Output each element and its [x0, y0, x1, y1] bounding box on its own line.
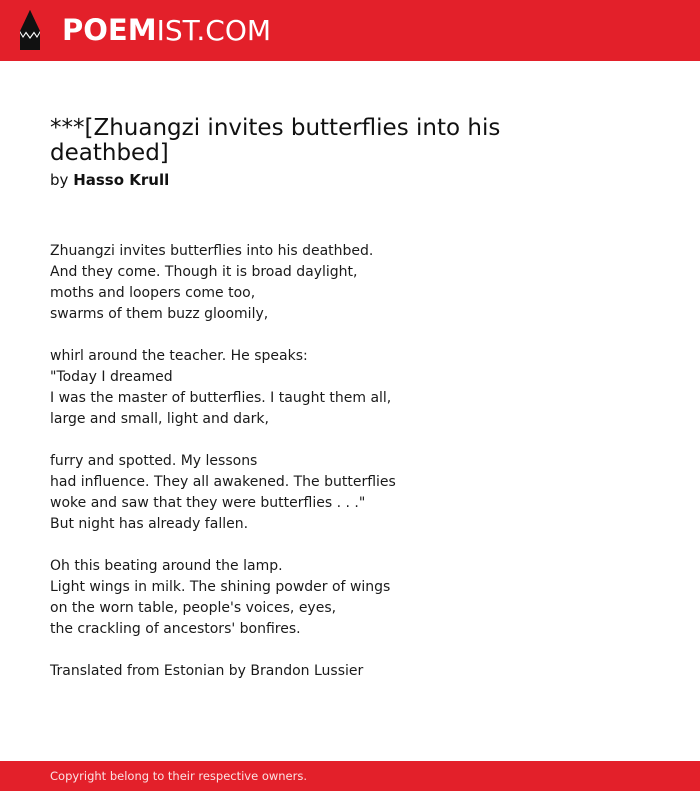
logo-light-text: IST.COM — [156, 14, 272, 47]
poem-line: on the worn table, people's voices, eyes, — [50, 600, 337, 616]
stanza — [50, 346, 650, 430]
author-name: Hasso Krull — [73, 171, 170, 189]
pencil-tip-icon[interactable] — [17, 9, 43, 51]
poem-line: Oh this beating around the lamp. — [50, 558, 283, 574]
poem-line: "Today I dreamed — [50, 369, 173, 385]
poem-line: moths and loopers come too, — [50, 285, 256, 301]
poem-line: And they come. Though it is broad daylight, — [50, 264, 358, 280]
byline — [50, 171, 650, 189]
poem-line: woke and saw that they were butterflies . . ." — [50, 495, 366, 511]
site-header — [0, 0, 700, 61]
poem-line: had influence. They all awakened. The butterflies — [50, 474, 396, 490]
poem-line: I was the master of butterflies. I taught them all, — [50, 390, 392, 406]
poem-line: furry and spotted. My lessons — [50, 453, 258, 469]
poem-line: But night has already fallen. — [50, 516, 249, 532]
poem-line: whirl around the teacher. He speaks: — [50, 348, 308, 364]
site-logo[interactable] — [62, 12, 271, 48]
poem-line: Zhuangzi invites butterflies into his deathbed. — [50, 243, 374, 259]
poem-body — [50, 241, 650, 682]
logo-bold-text: POEM — [62, 13, 157, 47]
copyright-notice: Copyright belong to their respective owners. — [50, 769, 308, 783]
site-footer — [0, 761, 700, 791]
poem-title: ***[Zhuangzi invites butterflies into his deathbed] — [50, 115, 501, 166]
translator-note: Translated from Estonian by Brandon Lussier — [50, 663, 364, 679]
stanza — [50, 556, 650, 640]
poem-line: large and small, light and dark, — [50, 411, 269, 427]
poem-line: the crackling of ancestors' bonfires. — [50, 621, 301, 637]
stanza — [50, 241, 650, 325]
poem-line: swarms of them buzz gloomily, — [50, 306, 269, 322]
poem-line: Light wings in milk. The shining powder of wings — [50, 579, 391, 595]
by-label: by — [50, 171, 69, 189]
poem-content — [50, 116, 650, 682]
stanza — [50, 451, 650, 535]
